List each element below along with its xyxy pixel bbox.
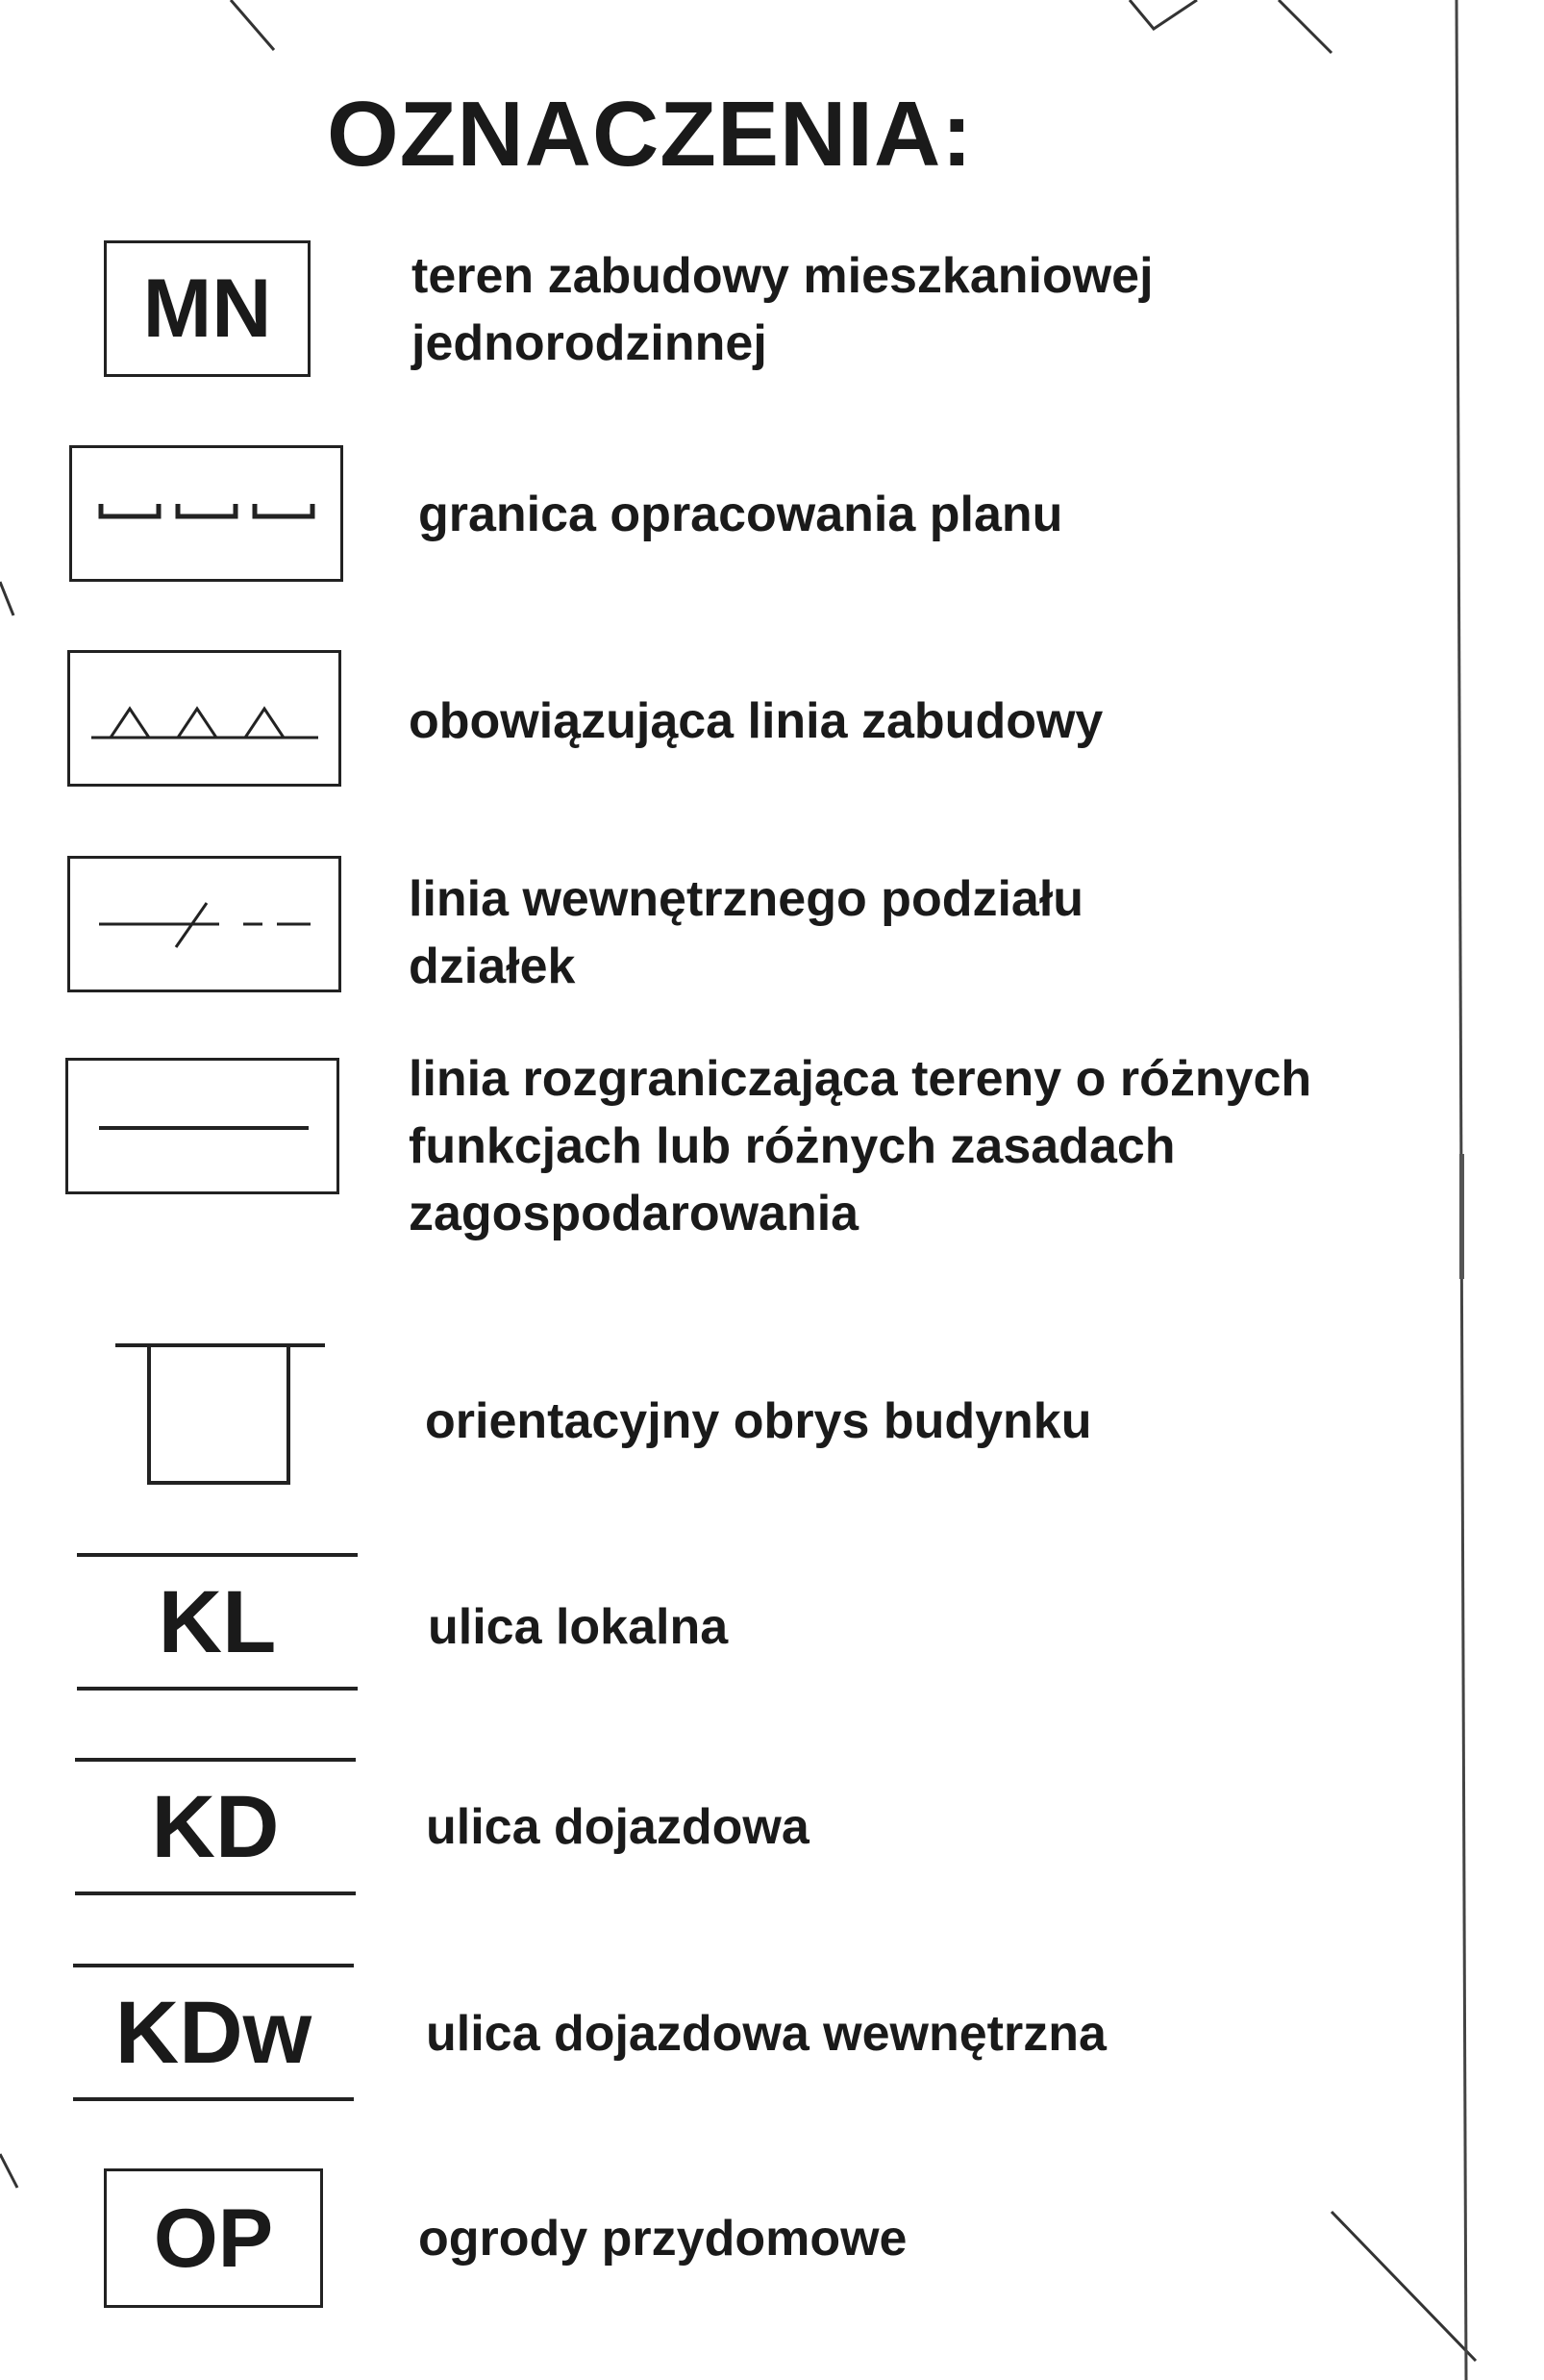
label-mn-line-1: teren zabudowy mieszkaniowej (411, 248, 1154, 304)
label-demarcation-line-line-2: funkcjach lub różnych zasadach (409, 1118, 1176, 1174)
label-building-outline (425, 1388, 1092, 1455)
label-demarcation-line-line-1: linia rozgraniczająca tereny o różnych (409, 1051, 1312, 1107)
symbol-kd-road (75, 1758, 356, 1895)
legend-title: OZNACZENIA: (327, 83, 974, 186)
label-demarcation-line (409, 1045, 1311, 1247)
label-kdw (426, 2000, 1107, 2067)
building-line-icon (70, 653, 338, 784)
symbol-kdw-road (73, 1964, 354, 2101)
label-kl-line-1: ulica lokalna (428, 1599, 729, 1655)
label-op (418, 2205, 907, 2272)
label-building-line (409, 688, 1103, 755)
label-kl (428, 1593, 728, 1661)
symbol-mn-code: MN (142, 263, 272, 355)
label-kd (426, 1793, 809, 1861)
label-plot-division-line-1: linia wewnętrznego podziału (409, 871, 1084, 927)
label-building-outline-line-1: orientacyjny obrys budynku (425, 1393, 1092, 1449)
symbol-kdw-code: KDw (114, 1983, 312, 2082)
symbol-op-code: OP (153, 2192, 274, 2285)
symbol-building-outline (113, 1341, 327, 1488)
label-building-line-line-1: obowiązująca linia zabudowy (409, 693, 1104, 749)
symbol-kd-code: KD (151, 1777, 280, 1876)
symbol-demarcation-line-box (65, 1058, 339, 1194)
label-op-line-1: ogrody przydomowe (418, 2211, 908, 2267)
label-plot-division (409, 865, 1083, 1000)
symbol-kl-road (77, 1553, 358, 1691)
plan-boundary-icon (72, 448, 340, 579)
symbol-kl-code: KL (158, 1572, 277, 1671)
building-outline-icon (113, 1341, 327, 1488)
label-plan-boundary-line-1: granica opracowania planu (418, 487, 1063, 542)
plot-division-icon (70, 859, 338, 990)
symbol-plot-division-box (67, 856, 341, 992)
symbol-plan-boundary-box (69, 445, 343, 582)
label-demarcation-line-line-3: zagospodarowania (409, 1186, 859, 1241)
label-plot-division-line-2: działek (409, 939, 576, 994)
symbol-mn-box (104, 240, 311, 377)
demarcation-line-icon (68, 1061, 336, 1191)
label-mn (411, 242, 1154, 377)
label-kdw-line-1: ulica dojazdowa wewnętrzna (426, 2006, 1107, 2062)
label-kd-line-1: ulica dojazdowa (426, 1799, 809, 1855)
symbol-building-line-box (67, 650, 341, 787)
label-mn-line-2: jednorodzinnej (411, 315, 767, 371)
symbol-op-box (104, 2168, 323, 2308)
label-plan-boundary (418, 481, 1062, 548)
